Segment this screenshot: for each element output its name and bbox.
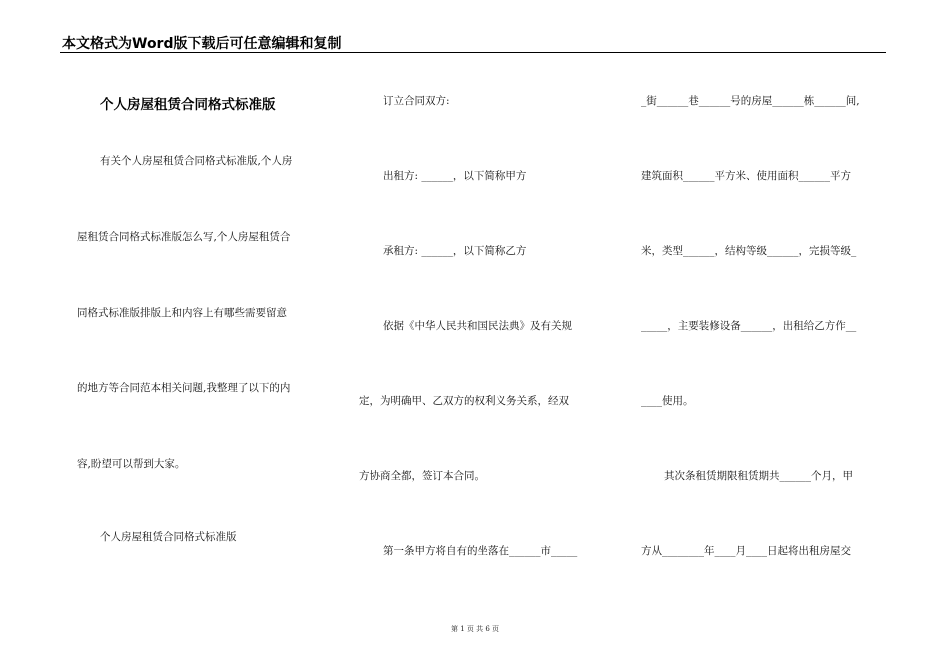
text-line: 同格式标准版排版上和内容上有哪些需要留意 bbox=[77, 307, 287, 319]
text-line: 方协商全都，签订本合同。 bbox=[359, 470, 485, 482]
text-line: 的地方等合同范本相关问题,我整理了以下的内 bbox=[77, 382, 291, 394]
document-header-title: 本文格式为Word版下载后可任意编辑和复制 bbox=[62, 36, 342, 52]
text-line: _街______巷______号的房屋______栋______间, bbox=[641, 95, 860, 107]
text-line: 出租方: ______，以下简称甲方 bbox=[383, 170, 527, 182]
text-line: 个人房屋租赁合同格式标准版 bbox=[100, 531, 237, 543]
text-line: 第一条甲方将自有的坐落在______市_____ bbox=[383, 545, 578, 557]
text-line: _____，主要装修设备______，出租给乙方作__ bbox=[641, 320, 857, 332]
text-line: 屋租赁合同格式标准版怎么写,个人房屋租赁合 bbox=[77, 231, 291, 243]
text-line: 米，类型______，结构等级______，完损等级_ bbox=[641, 245, 857, 257]
text-line: 订立合同双方: bbox=[383, 95, 450, 107]
text-line: 有关个人房屋租赁合同格式标准版,个人房 bbox=[100, 155, 293, 167]
text-line: 建筑面积______平方米、使用面积______平方 bbox=[641, 170, 851, 182]
document-title: 个人房屋租赁合同格式标准版 bbox=[100, 97, 276, 113]
text-line: 承租方: ______，以下简称乙方 bbox=[383, 245, 527, 257]
text-line: 方从________年____月____日起将出租房屋交 bbox=[641, 545, 851, 557]
text-line: ____使用。 bbox=[641, 395, 694, 407]
text-line: 容,盼望可以帮到大家。 bbox=[77, 458, 186, 470]
text-line: 定，为明确甲、乙双方的权利义务关系，经双 bbox=[359, 395, 569, 407]
page-number-footer: 第 1 页 共 6 页 bbox=[450, 625, 500, 633]
header-divider bbox=[60, 52, 886, 53]
text-line: 其次条租赁期限租赁期共______个月，甲 bbox=[664, 470, 853, 482]
text-line: 依据《中华人民共和国民法典》及有关规 bbox=[383, 320, 572, 332]
